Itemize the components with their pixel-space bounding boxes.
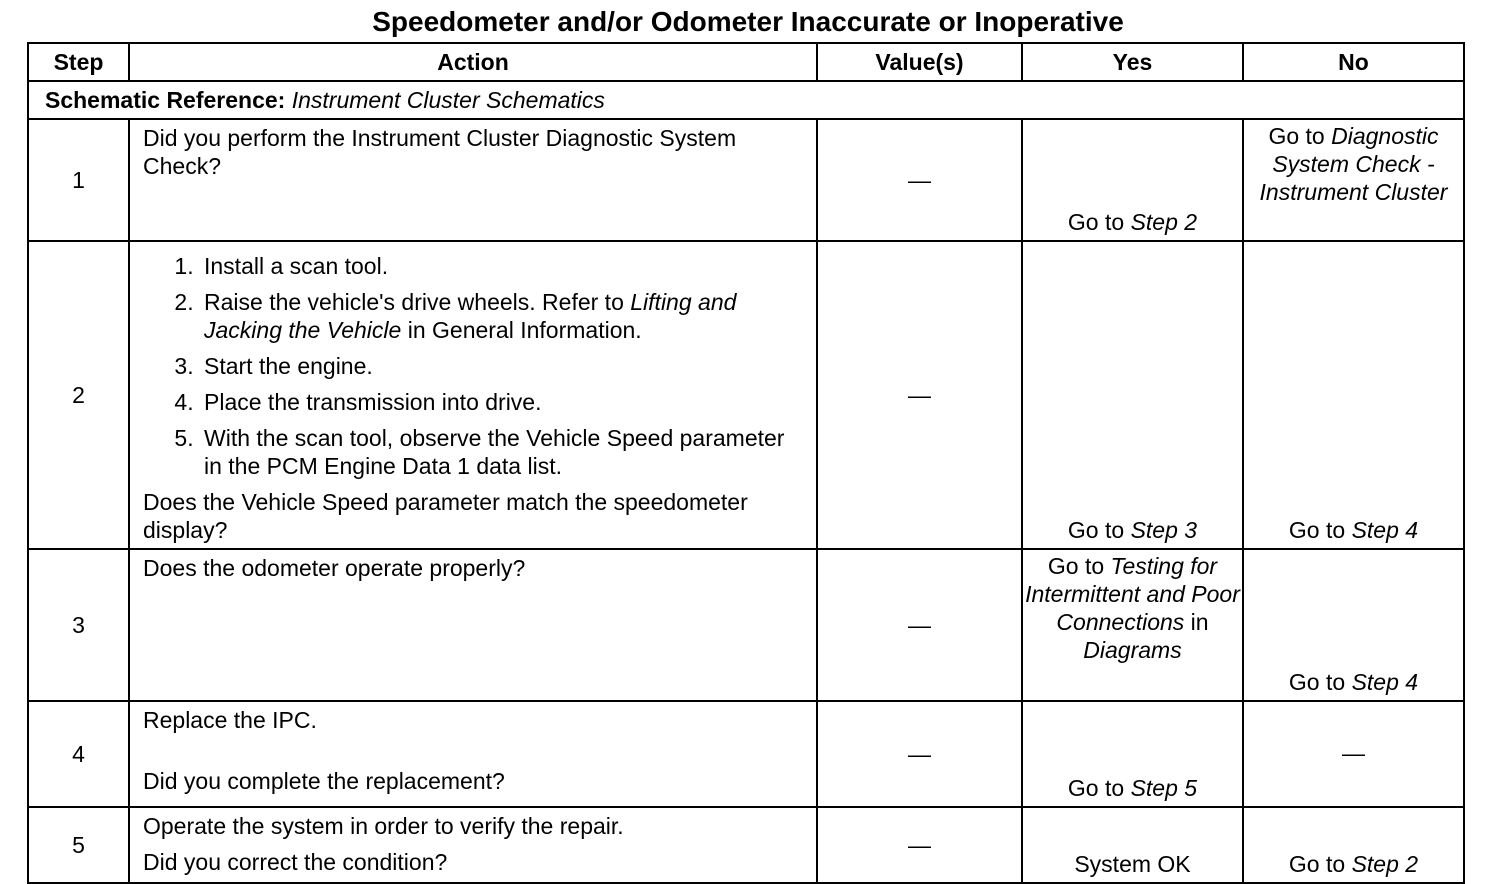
value-cell: — [817, 549, 1022, 701]
schematic-link[interactable]: Instrument Cluster Schematics [291, 87, 605, 113]
action-question: Did you perform the Instrument Cluster Diagnostic System Check? [143, 125, 737, 179]
action-cell [129, 119, 817, 241]
no-cell [1243, 549, 1464, 701]
step-number: 5 [28, 807, 129, 883]
header-values: Value(s) [817, 43, 1022, 81]
go-to-text: Go to [1067, 775, 1125, 801]
table-row [28, 701, 1464, 807]
diagnostic-table [27, 42, 1465, 884]
yes-cell [1022, 549, 1243, 701]
value-cell: — [817, 701, 1022, 807]
step-number: 4 [28, 701, 129, 807]
value-cell: — [817, 241, 1022, 549]
yes-cell [1022, 701, 1243, 807]
procedure-item: 5. With the scan tool, observe the Vehicle Speed parameter in the PCM Engine Data 1 data list. [200, 424, 806, 480]
header-yes: Yes [1022, 43, 1243, 81]
header-no: No [1243, 43, 1464, 81]
action-question: Does the Vehicle Speed parameter match the speedometer display? [143, 489, 748, 543]
yes-in-text: in [1190, 609, 1209, 635]
procedure-text: in General Information. [407, 317, 642, 343]
no-link[interactable]: Step 4 [1351, 517, 1419, 543]
schematic-label: Schematic Reference: [45, 87, 286, 113]
schematic-row [28, 81, 1464, 119]
yes-cell [1022, 119, 1243, 241]
page-title: Speedometer and/or Odometer Inaccurate or Inoperative [372, 6, 1124, 37]
action-cell [129, 549, 817, 701]
step-number: 1 [28, 119, 129, 241]
go-to-text: Go to [1288, 517, 1346, 543]
procedure-link[interactable]: Lifting and Jacking the Vehicle [204, 289, 737, 343]
table-row [28, 549, 1464, 701]
procedure-item: 4. Place the transmission into drive. [200, 388, 806, 416]
go-to-text: Go to [1047, 553, 1105, 579]
step-number: 3 [28, 549, 129, 701]
yes-link-diagrams[interactable]: Diagrams [1083, 637, 1182, 663]
yes-link[interactable]: Testing for Intermittent and Poor Connections [1025, 553, 1240, 635]
yes-cell: System OK [1022, 807, 1243, 883]
table-row [28, 807, 1464, 883]
action-cell [129, 241, 817, 549]
yes-link[interactable]: Step 5 [1130, 775, 1198, 801]
go-to-text: Go to [1268, 123, 1325, 149]
no-cell [1243, 241, 1464, 549]
action-question: Did you complete the replacement? [143, 768, 505, 794]
action-cell [129, 701, 817, 807]
value-cell: — [817, 119, 1022, 241]
action-question: Did you correct the condition? [143, 849, 448, 875]
procedure-text: Raise the vehicle's drive wheels. Refer to [204, 289, 624, 315]
go-to-text: Go to [1288, 669, 1346, 695]
yes-link[interactable]: Step 3 [1130, 517, 1198, 543]
no-cell [1243, 807, 1464, 883]
procedure-item: 3. Start the engine. [200, 352, 806, 380]
go-to-text: Go to [1288, 851, 1346, 877]
no-cell: — [1243, 701, 1464, 807]
header-action: Action [129, 43, 817, 81]
no-link[interactable]: Step 2 [1351, 851, 1419, 877]
value-cell: — [817, 807, 1022, 883]
no-cell [1243, 119, 1464, 241]
header-row [28, 43, 1464, 81]
step-number: 2 [28, 241, 129, 549]
yes-cell [1022, 241, 1243, 549]
procedure-item: 1. Install a scan tool. [200, 252, 806, 280]
action-cell [129, 807, 817, 883]
go-to-text: Go to [1067, 209, 1125, 235]
action-instruction: Replace the IPC. [143, 707, 317, 733]
go-to-text: Go to [1067, 517, 1125, 543]
action-question: Does the odometer operate properly? [143, 555, 526, 581]
table-row [28, 119, 1464, 241]
action-instruction: Operate the system in order to verify the repair. [143, 813, 624, 839]
no-link[interactable]: Step 4 [1351, 669, 1419, 695]
table-row [28, 241, 1464, 549]
procedure-list [143, 252, 806, 480]
schematic-reference [28, 81, 1464, 119]
header-step: Step [28, 43, 129, 81]
no-link[interactable]: Diagnostic System Check - Instrument Cluster [1259, 123, 1448, 205]
procedure-item [200, 288, 806, 344]
yes-link[interactable]: Step 2 [1130, 209, 1198, 235]
